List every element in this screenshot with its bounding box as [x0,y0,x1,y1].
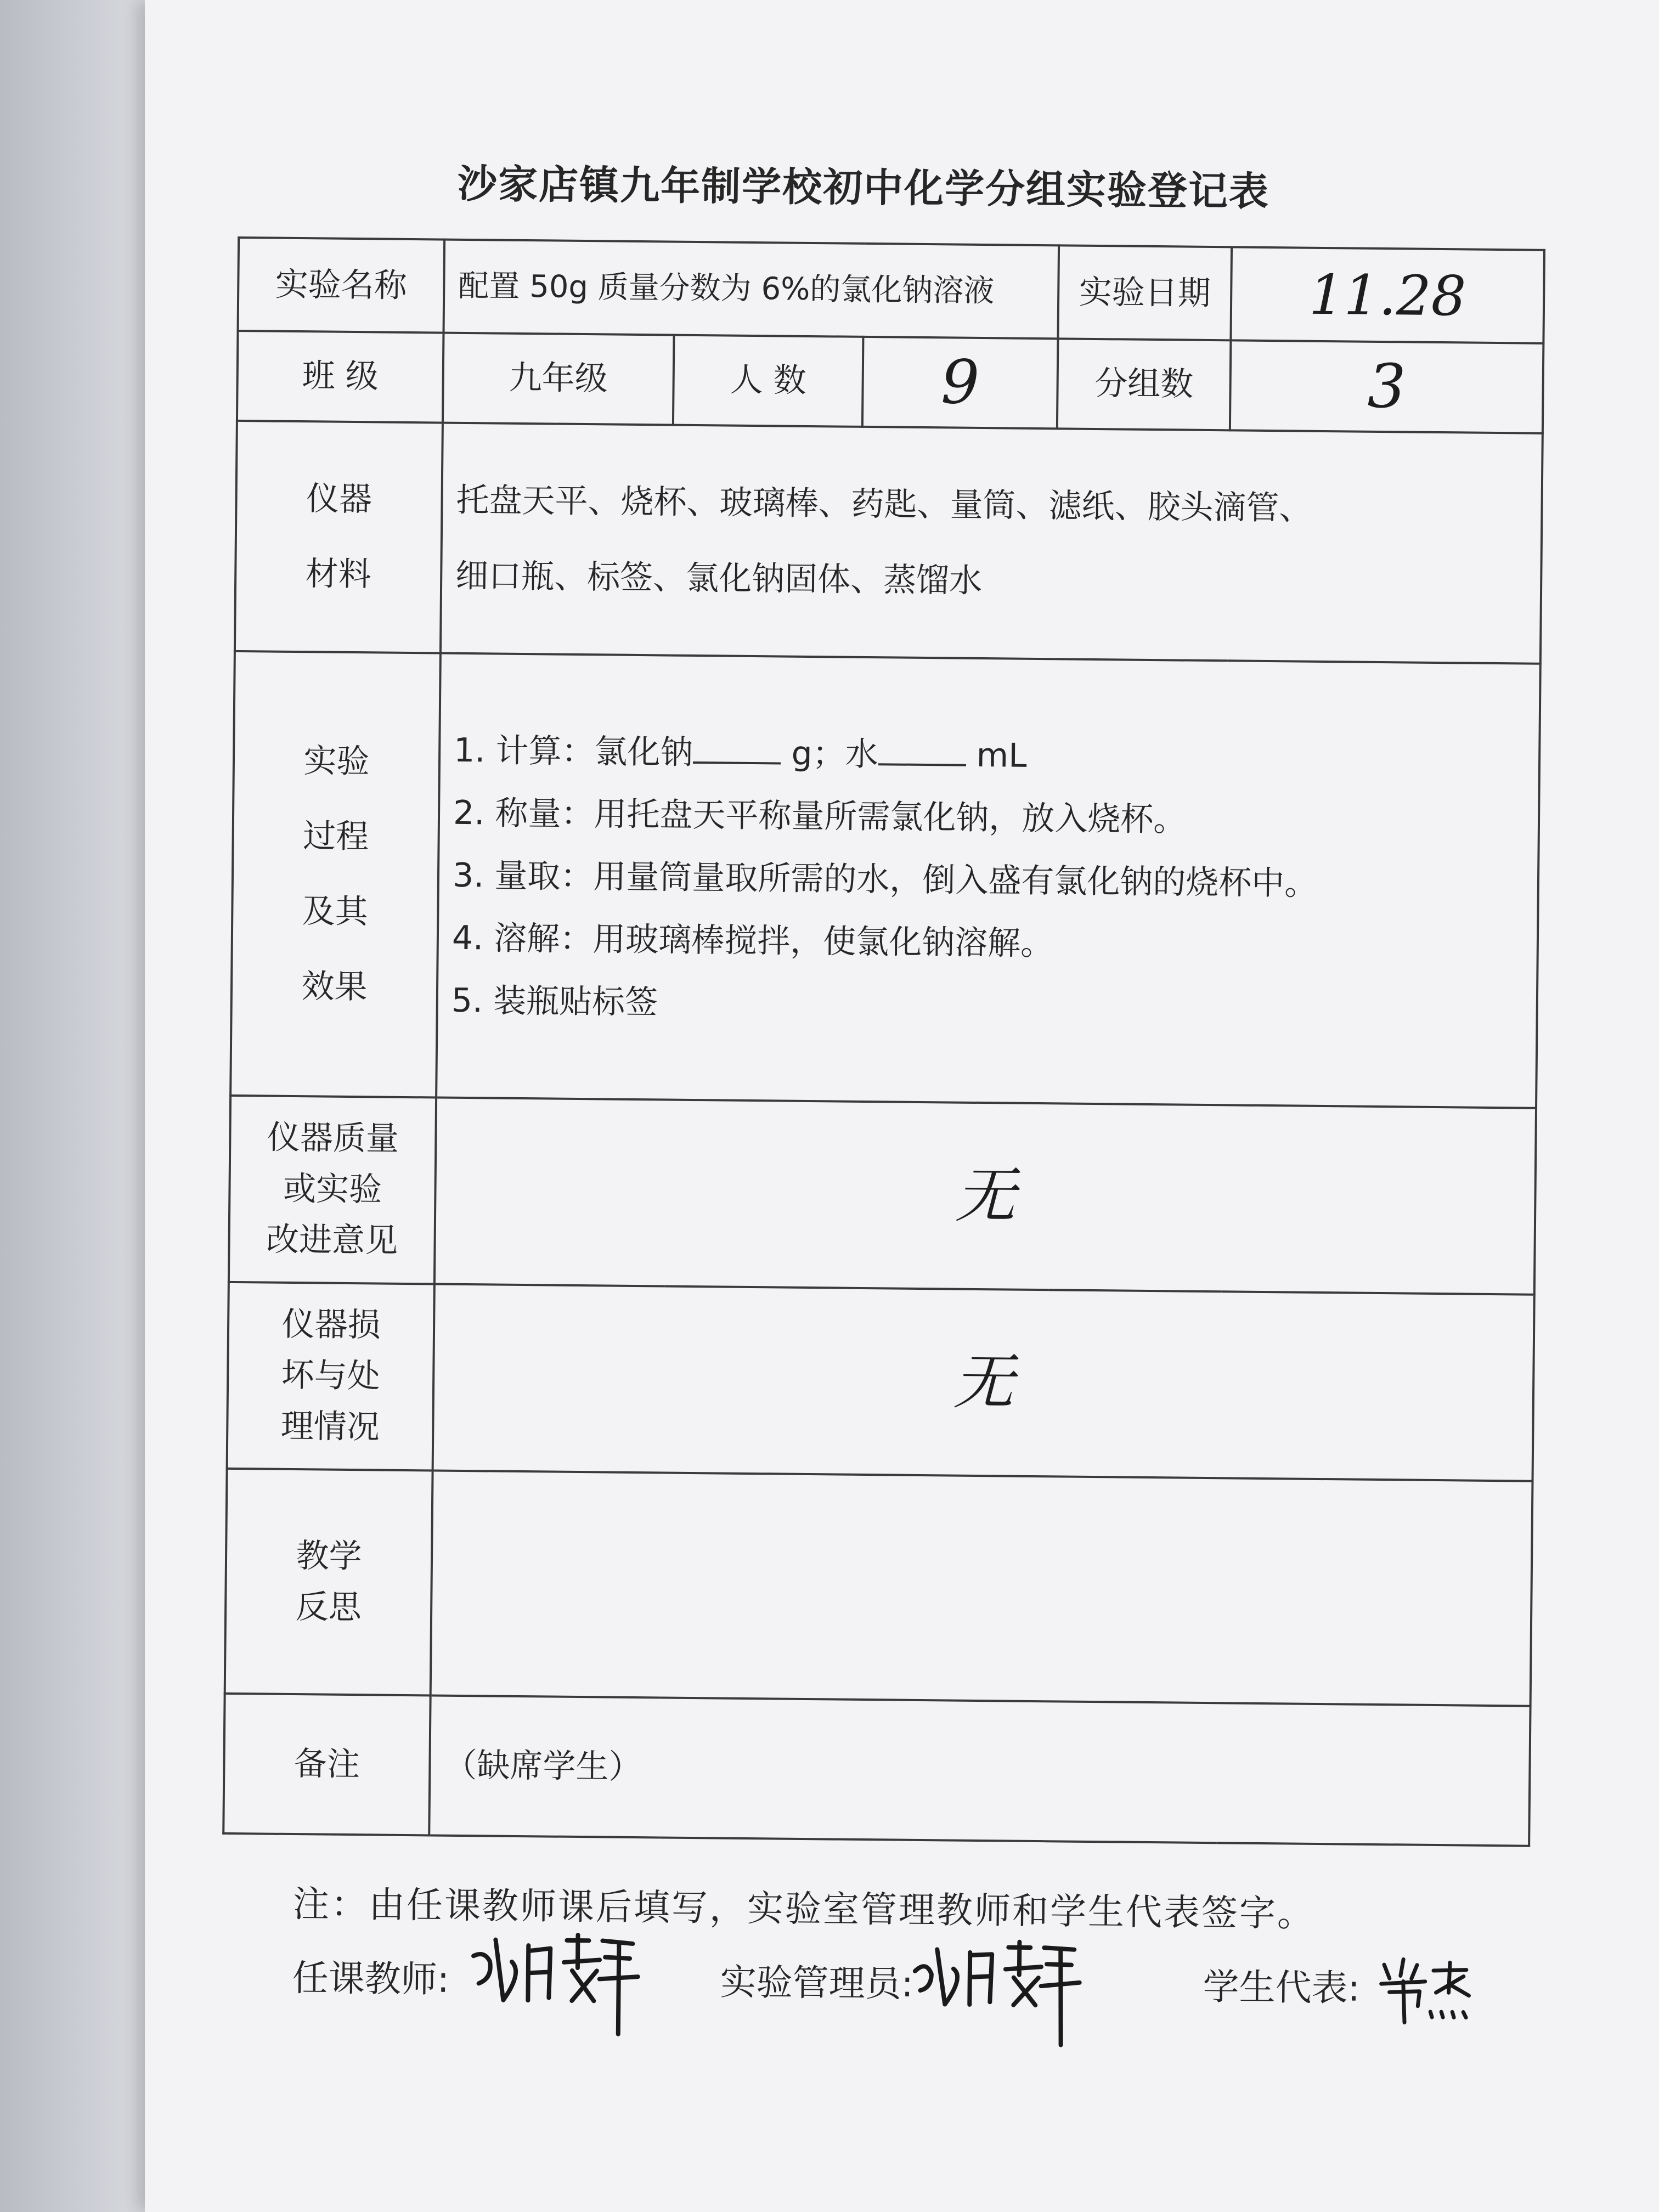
remarks-label: 备注 [223,1693,430,1835]
experiment-date-value: 11.28 [1308,262,1466,328]
row-remarks [223,1693,1530,1846]
remarks-value: （缺席学生） [429,1695,1530,1846]
damage-label-line: 理情况 [280,1407,380,1447]
reflection-cell [431,1470,1533,1706]
process-label-line: 实验 [303,741,370,781]
group-count-label: 分组数 [1057,338,1231,430]
damage-label-cell [227,1282,435,1470]
quality-label-line: 改进意见 [266,1220,398,1260]
damage-value: 无 [953,1346,1014,1418]
step-dissolve: 4. 溶解：用玻璃棒搅拌，使氯化钠溶解。 [452,918,1054,963]
equipment-line: 托盘天平、烧杯、玻璃棒、药匙、量筒、滤纸、胶头滴管、 [456,481,1312,528]
equipment-label-line: 材料 [305,554,372,594]
teacher-signature [462,1917,644,2040]
blank-line [693,732,781,764]
quality-label-line: 或实验 [283,1169,382,1209]
step-text: 1. 计算：氯化钠 [453,731,693,772]
row-process [230,651,1541,1108]
class-value: 九年级 [443,333,674,425]
step-measure: 3. 量取：用量筒量取所需的水，倒入盛有氯化钠的烧杯中。 [452,856,1318,903]
form-note: 注：由任课教师课后填写，实验室管理教师和学生代表签字。 [292,1883,1316,1935]
step-text: g；水 [791,734,879,774]
experiment-date-cell [1231,247,1544,343]
step-text: mL [976,736,1027,775]
experiment-name-value: 配置 50g 质量分数为 6%的氯化钠溶液 [444,240,1059,339]
admin-signature [906,1922,1088,2050]
reflection-label-line: 反思 [295,1587,362,1627]
student-label: 学生代表: [1203,1965,1361,2010]
row-experiment-name [238,238,1545,343]
step-weigh: 2. 称量：用托盘天平称量所需氯化钠，放入烧杯。 [453,793,1187,839]
form-title: 沙家店镇九年制学校初中化学分组实验登记表 [457,160,1270,215]
admin-label: 实验管理员: [720,1961,914,2005]
row-reflection [225,1468,1533,1706]
reflection-label-line: 教学 [296,1536,362,1576]
student-count-label: 人 数 [673,335,864,427]
row-class-info [237,331,1543,433]
process-label [246,737,426,1012]
signature-row [292,1949,1499,2010]
experiment-date-label: 实验日期 [1058,245,1232,340]
quality-label-line: 仪器质量 [267,1118,399,1158]
reflection-label-cell [225,1468,433,1695]
equipment-label-line: 仪器 [306,479,373,518]
step-bottle: 5. 装瓶贴标签 [451,981,658,1022]
row-damage [227,1282,1534,1481]
background-shadow [0,0,145,2212]
damage-label-line: 坏与处 [281,1356,381,1396]
step-calculate [454,724,1526,787]
blank-line [878,735,966,766]
quality-label-cell [229,1095,436,1284]
experiment-name-label: 实验名称 [238,238,445,333]
quality-cell [435,1097,1536,1294]
process-label-line: 效果 [301,967,368,1006]
damage-label [241,1300,420,1452]
teacher-label: 任课教师: [292,1957,450,2001]
row-equipment [235,420,1543,663]
group-count-value: 3 [1367,351,1407,422]
process-label-line: 及其 [302,891,369,931]
student-count-cell [862,337,1058,428]
equipment-list [441,422,1543,663]
damage-cell [433,1284,1534,1481]
reflection-label [240,1532,418,1632]
registration-table [222,236,1545,1847]
process-label-cell [230,651,441,1097]
student-signature [1373,1954,1483,2026]
process-steps [436,653,1541,1108]
row-quality [229,1095,1536,1294]
registration-form [164,132,1544,2208]
group-count-cell [1230,340,1544,433]
quality-label [243,1114,422,1265]
equipment-label-cell [235,420,443,653]
quality-value: 无 [955,1160,1016,1231]
equipment-line: 细口瓶、标签、氯化钠固体、蒸馏水 [455,556,983,600]
class-label: 班 级 [237,331,444,422]
process-label-line: 过程 [302,816,369,856]
equipment-label [250,475,428,599]
damage-label-line: 仪器损 [281,1305,381,1345]
student-count-value: 9 [940,347,980,417]
